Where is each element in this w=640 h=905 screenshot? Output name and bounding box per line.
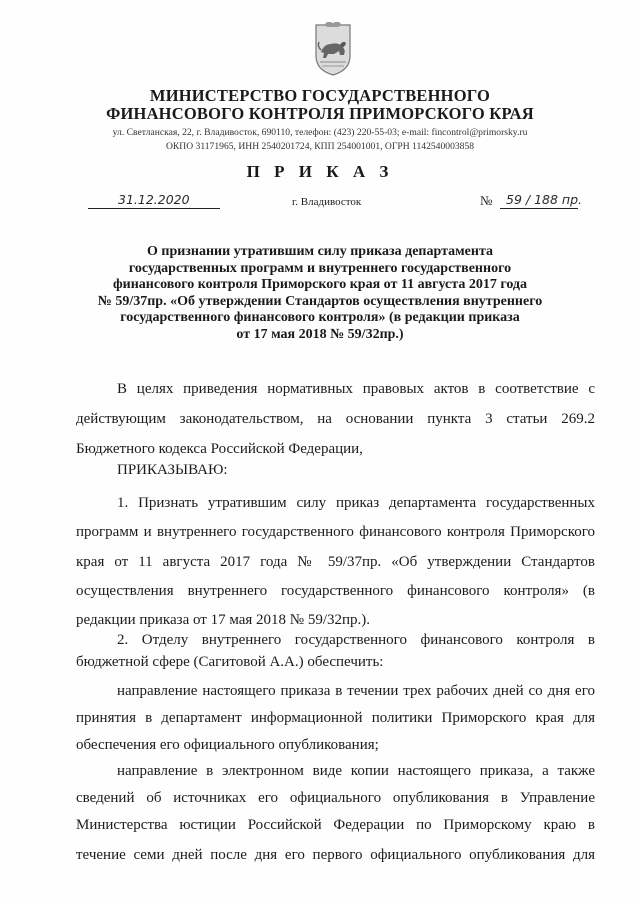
body-line: редакции приказа от 17 мая 2018 № 59/32пр.). <box>76 612 371 628</box>
subject-line: от 17 мая 2018 № 59/32пр.) <box>236 326 404 342</box>
body-line: бюджетной сфере (Сагитовой А.А.) обеспечить: <box>76 654 384 670</box>
body-line: В целях приведения нормативных правовых актов в соответствие с <box>117 381 595 397</box>
ministry-name-line-2: ФИНАНСОВОГО КОНТРОЛЯ ПРИМОРСКОГО КРАЯ <box>106 104 534 123</box>
subject-line: О признании утратившим силу приказа департамента <box>146 244 493 259</box>
subject-line: финансового контроля Приморского края от 11 августа 2017 года <box>112 277 528 292</box>
body-line: течение семи дней после дня его первого официального опубликования для <box>76 847 595 863</box>
body-line: принятия в департамент информационной политики Приморского края для <box>76 710 595 726</box>
body-line: Министерства юстиции Российской Федерации по Приморскому краю в <box>76 817 595 833</box>
body-line: сведений об источниках его официального опубликования в Управление <box>76 790 595 806</box>
order-city: г. Владивосток <box>292 196 362 208</box>
ministry-name-line-1: МИНИСТЕРСТВО ГОСУДАРСТВЕННОГО <box>149 86 491 105</box>
body-line: осуществления внутреннего государственного финансового контроля» (в <box>76 583 595 599</box>
body-line: направление настоящего приказа в течении трех рабочих дней со дня его <box>117 683 595 699</box>
order-subject <box>84 244 556 343</box>
order-number: 59 / 188 пр. <box>506 192 582 207</box>
body-line: Бюджетного кодекса Российской Федерации, <box>76 441 363 457</box>
order-date: 31.12.2020 <box>118 192 190 207</box>
order-date-field <box>88 192 220 209</box>
body-line: обеспечения его официального опубликования; <box>76 737 379 753</box>
order-directive: ПРИКАЗЫВАЮ: <box>117 462 228 478</box>
ministry-registration-codes: ОКПО 31171965, ИНН 2540201724, КПП 254001001, ОГРН 1142540003858 <box>165 141 475 152</box>
body-line: действующим законодательством, на основании пункта 3 статьи 269.2 <box>76 411 595 427</box>
order-number-label: № <box>480 193 493 208</box>
subject-line: государственных программ и внутреннего государственного <box>128 260 512 276</box>
body-line: 1. Признать утратившим силу приказ департамента государственных <box>117 495 595 511</box>
body-line: программ и внутреннего государственного финансового контроля Приморского <box>76 524 595 540</box>
order-number-field <box>500 192 582 209</box>
body-line: 2. Отделу внутреннего государственного финансового контроля в <box>117 632 595 648</box>
ministry-contacts: ул. Светланская, 22, г. Владивосток, 690110, телефон: (423) 220-55-03; e-mail: fincontrol@primorsky.ru <box>112 127 528 138</box>
subject-line: № 59/37пр. «Об утверждении Стандартов осуществления внутреннего <box>97 293 543 309</box>
body-line: направление в электронном виде копии настоящего приказа, а также <box>117 763 595 779</box>
body-line: края от 11 августа 2017 года № 59/37пр. «Об утверждении Стандартов <box>76 554 595 570</box>
document-type-title: П Р И К А З <box>246 162 394 181</box>
coat-of-arms-icon <box>312 22 354 77</box>
subject-line: государственного финансового контроля» (в редакции приказа <box>120 310 520 325</box>
